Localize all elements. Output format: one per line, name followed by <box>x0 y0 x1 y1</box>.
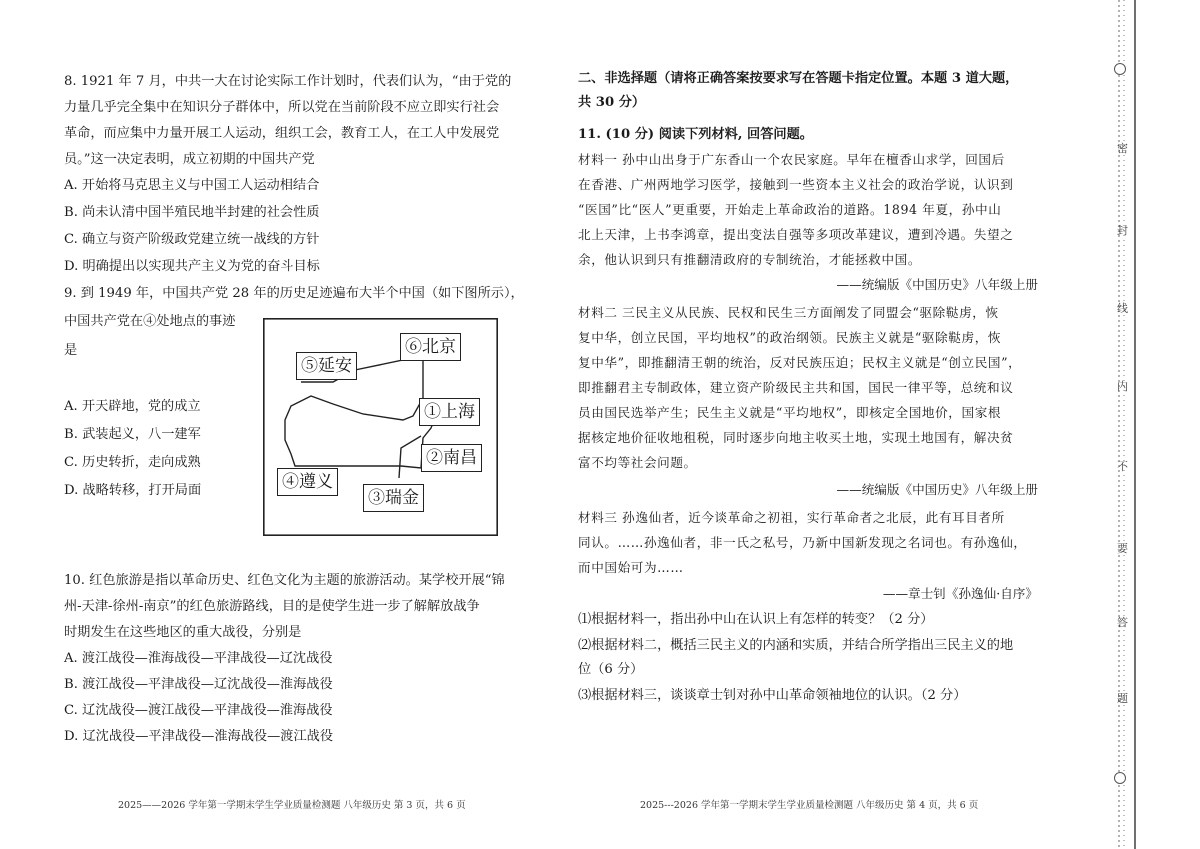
q8-option-c: C. 确立与资产阶级政党建立统一战线的方针 <box>64 232 320 247</box>
section-heading: 共 30 分） <box>578 95 646 110</box>
binding-strip <box>1110 0 1138 849</box>
material-3-line: 同认。……孙逸仙者，非一氏之私号，乃新中国新发现之名词也。有孙逸仙， <box>578 535 1027 550</box>
q9-option-c: C. 历史转折，走向成熟 <box>64 455 201 470</box>
material-2-line: 即推翻君主专制政体，建立资产阶级民主共和国，国民一律平等，总统和议 <box>578 380 1014 395</box>
material-1-line: 在香港、广州两地学习医学，接触到一些资本主义社会的政治学说，认识到 <box>578 177 1014 192</box>
map-label-yanan: ⑤延安 <box>296 352 357 380</box>
material-3-line: 材料三 孙逸仙者，近今谈革命之初祖，实行革命者之北辰，此有耳目者所 <box>578 510 1005 525</box>
material-1-line: 余，他认识到只有推翻清政府的专制统治，才能拯救中国。 <box>578 252 922 267</box>
footer-page-4: 2025---2026 学年第一学期末学生学业质量检测题 八年级历史 第 4 页，共 6 页 <box>640 800 979 811</box>
section-heading: 二、非选择题（请将正确答案按要求写在答题卡指定位置。本题 3 道大题， <box>578 71 1019 86</box>
strip-word: 答 <box>1117 616 1128 629</box>
q8-stem-line: 力量几乎完全集中在知识分子群体中，所以党在当前阶段不应立即实行社会 <box>64 100 500 115</box>
map-label-beijing: ⑥北京 <box>400 333 461 361</box>
material-2-line: 富不均等社会问题。 <box>578 455 697 470</box>
strip-word: 密 <box>1117 142 1128 155</box>
q9-stem-line: 中国共产党在④处地点的事迹 <box>64 314 236 329</box>
footer-page-3: 2025——2026 学年第一学期末学生学业质量检测题 八年级历史 第 3 页，共 6 页 <box>118 800 466 811</box>
map-label-shanghai: ①上海 <box>419 398 480 426</box>
map-label-zunyi: ④遵义 <box>277 468 338 496</box>
q8-option-a: A. 开始将马克思主义与中国工人运动相结合 <box>64 178 320 193</box>
q8-stem-line: 革命，而应集中力量开展工人运动，组织工会，教育工人，在工人中发展党 <box>64 126 500 141</box>
strip-word: 要 <box>1117 542 1128 555</box>
material-2-line: 复中华”，即推翻清王朝的统治，反对民族压迫；民权主义就是“创立民国”， <box>578 355 1022 370</box>
q10-option-a: A. 渡江战役—淮海战役—平津战役—辽沈战役 <box>64 651 333 666</box>
q9-option-d: D. 战略转移，打开局面 <box>64 483 202 498</box>
q9-option-a: A. 开天辟地，党的成立 <box>64 399 201 414</box>
map-label-nanchang: ②南昌 <box>421 444 482 472</box>
material-2-line: 据核定地价征收地租税，同时逐步向地主收买土地，实现土地国有，解决贫 <box>578 430 1014 445</box>
material-3-source: ——章士钊《孙逸仙·自序》 <box>882 586 1038 601</box>
strip-word: 封 <box>1117 224 1128 237</box>
material-2-source: ——统编版《中国历史》八年级上册 <box>836 482 1038 497</box>
strip-word: 线 <box>1117 302 1128 315</box>
q11-heading: 11. (10 分) 阅读下列材料, 回答问题。 <box>578 127 813 142</box>
q8-option-b: B. 尚未认清中国半殖民地半封建的社会性质 <box>64 205 320 220</box>
q8-stem-line: 员。”这一决定表明，成立初期的中国共产党 <box>64 152 315 167</box>
material-1-line: “医国”比“医人”更重要，开始走上革命政治的道路。1894 年夏，孙中山 <box>578 202 1002 217</box>
subquestion-2: ⑵根据材料二，概括三民主义的内涵和实质，并结合所学指出三民主义的地 <box>578 638 1014 653</box>
q10-stem-line: 时期发生在这些地区的重大战役，分别是 <box>64 625 302 640</box>
strip-word: 题 <box>1117 692 1128 705</box>
material-2-line: 复中华，创立民国，平均地权”的政治纲领。民族主义就是“驱除鞑虏，恢 <box>578 330 1002 345</box>
subquestion-1: ⑴根据材料一，指出孙中山在认识上有怎样的转变？（2 分） <box>578 612 934 627</box>
q8-option-d: D. 明确提出以实现共产主义为党的奋斗目标 <box>64 259 320 274</box>
q10-option-d: D. 辽沈战役—平津战役—淮海战役—渡江战役 <box>64 729 334 744</box>
material-2-line: 员由国民选举产生；民生主义就是“平均地权”，即核定全国地价，国家根 <box>578 405 1002 420</box>
binding-hole-icon <box>1114 63 1126 75</box>
q9-stem-line: 是 <box>64 343 78 358</box>
q10-stem-line: 10. 红色旅游是指以革命历史、红色文化为主题的旅游活动。某学校开展“锦 <box>64 573 505 588</box>
q9-option-b: B. 武装起义，八一建军 <box>64 427 201 442</box>
subquestion-2-cont: 位（6 分） <box>578 662 644 677</box>
q10-option-b: B. 渡江战役—平津战役—辽沈战役—淮海战役 <box>64 677 333 692</box>
material-1-line: 材料一 孙中山出身于广东香山一个农民家庭。早年在檀香山求学，回国后 <box>578 152 1005 167</box>
q9-stem-line: 9. 到 1949 年，中国共产党 28 年的历史足迹遍布大半个中国（如下图所示）， <box>64 286 524 301</box>
subquestion-3: ⑶根据材料三，谈谈章士钊对孙中山革命领袖地位的认识。（2 分） <box>578 688 967 703</box>
strip-word: 内 <box>1117 380 1128 393</box>
material-2-line: 材料二 三民主义从民族、民权和民生三方面阐发了同盟会“驱除鞑虏，恢 <box>578 305 999 320</box>
map-label-ruijin: ③瑞金 <box>363 484 424 512</box>
material-1-source: ——统编版《中国历史》八年级上册 <box>836 277 1038 292</box>
q10-option-c: C. 辽沈战役—渡江战役—平津战役—淮海战役 <box>64 703 333 718</box>
q8-stem-line: 8. 1921 年 7 月，中共一大在讨论实际工作计划时，代表们认为，“由于党的 <box>64 74 512 89</box>
material-1-line: 北上天津，上书李鸿章，提出变法自强等多项改革建议，遭到冷遇。失望之 <box>578 227 1014 242</box>
revolution-route-map <box>263 318 498 536</box>
binding-hole-icon <box>1114 772 1126 784</box>
q10-stem-line: 州-天津-徐州-南京”的红色旅游路线，目的是使学生进一步了解解放战争 <box>64 599 480 614</box>
material-3-line: 而中国始可为…… <box>578 560 684 575</box>
strip-word: 不 <box>1117 460 1128 473</box>
